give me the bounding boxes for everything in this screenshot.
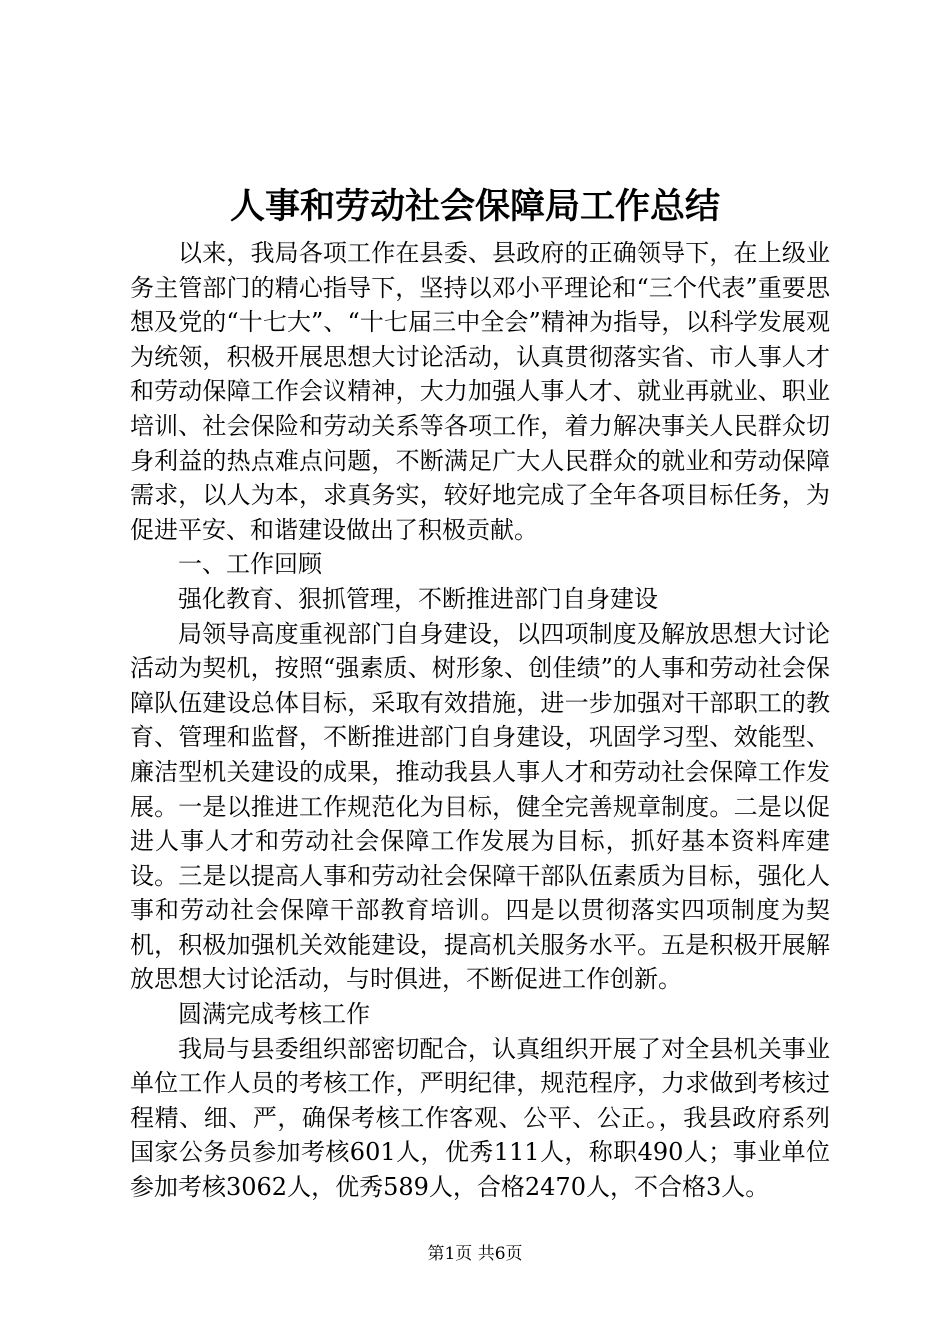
self-construction-paragraph: 局领导高度重视部门自身建设，以四项制度及解放思想大讨论活动为契机，按照“强素质、树形象、创佳绩”的人事和劳动社会保障队伍建设总体目标，采取有效措施，进一步加强对干部职工的教育、管理和监督，不断推进部门自身建设，巩固学习型、效能型、廉洁型机关建设的成果，推动我县人事人才和劳动社会保障工作发展。一是以推进工作规范化为目标，健全完善规章制度。二是以促进人事人才和劳动社会保障工作发展为目标，抓好基本资料库建设。三是以提高人事和劳动社会保障干部队伍素质为目标，强化人事和劳动社会保障干部教育培训。四是以贯彻落实四项制度为契机，积极加强机关效能建设，提高机关服务水平。五是积极开展解放思想大讨论活动，与时俱进，不断促进工作创新。: [130, 619, 830, 994]
document-body: [130, 236, 830, 1205]
section-heading-review: 一、工作回顾: [178, 550, 322, 579]
assessment-paragraph: 我局与县委组织部密切配合，认真组织开展了对全县机关事业单位工作人员的考核工作，严明纪律，规范程序，力求做到考核过程精、细、严，确保考核工作客观、公平、公正。，我县政府系列国家公务员参加考核601人，优秀111人，称职490人；事业单位参加考核3062人，优秀589人，合格2470人，不合格3人。: [130, 1034, 830, 1202]
page-footer: 第1页 共6页: [427, 1244, 523, 1264]
subheading-assessment: 圆满完成考核工作: [178, 1000, 370, 1029]
subheading-self-construction: 强化教育、狠抓管理，不断推进部门自身建设: [178, 584, 658, 613]
intro-paragraph: 以来，我局各项工作在县委、县政府的正确领导下，在上级业务主管部门的精心指导下，坚持以邓小平理论和“三个代表”重要思想及党的“十七大”、“十七届三中全会”精神为指导，以科学发展观为统领，积极开展思想大讨论活动，认真贯彻落实省、市人事人才和劳动保障工作会议精神，大力加强人事人才、就业再就业、职业培训、社会保险和劳动关系等各项工作，着力解决事关人民群众切身利益的热点难点问题，不断满足广大人民群众的就业和劳动保障需求，以人为本，求真务实，较好地完成了全年各项目标任务，为促进平安、和谐建设做出了积极贡献。: [130, 239, 830, 544]
document-title: 人事和劳动社会保障局工作总结: [229, 186, 720, 227]
